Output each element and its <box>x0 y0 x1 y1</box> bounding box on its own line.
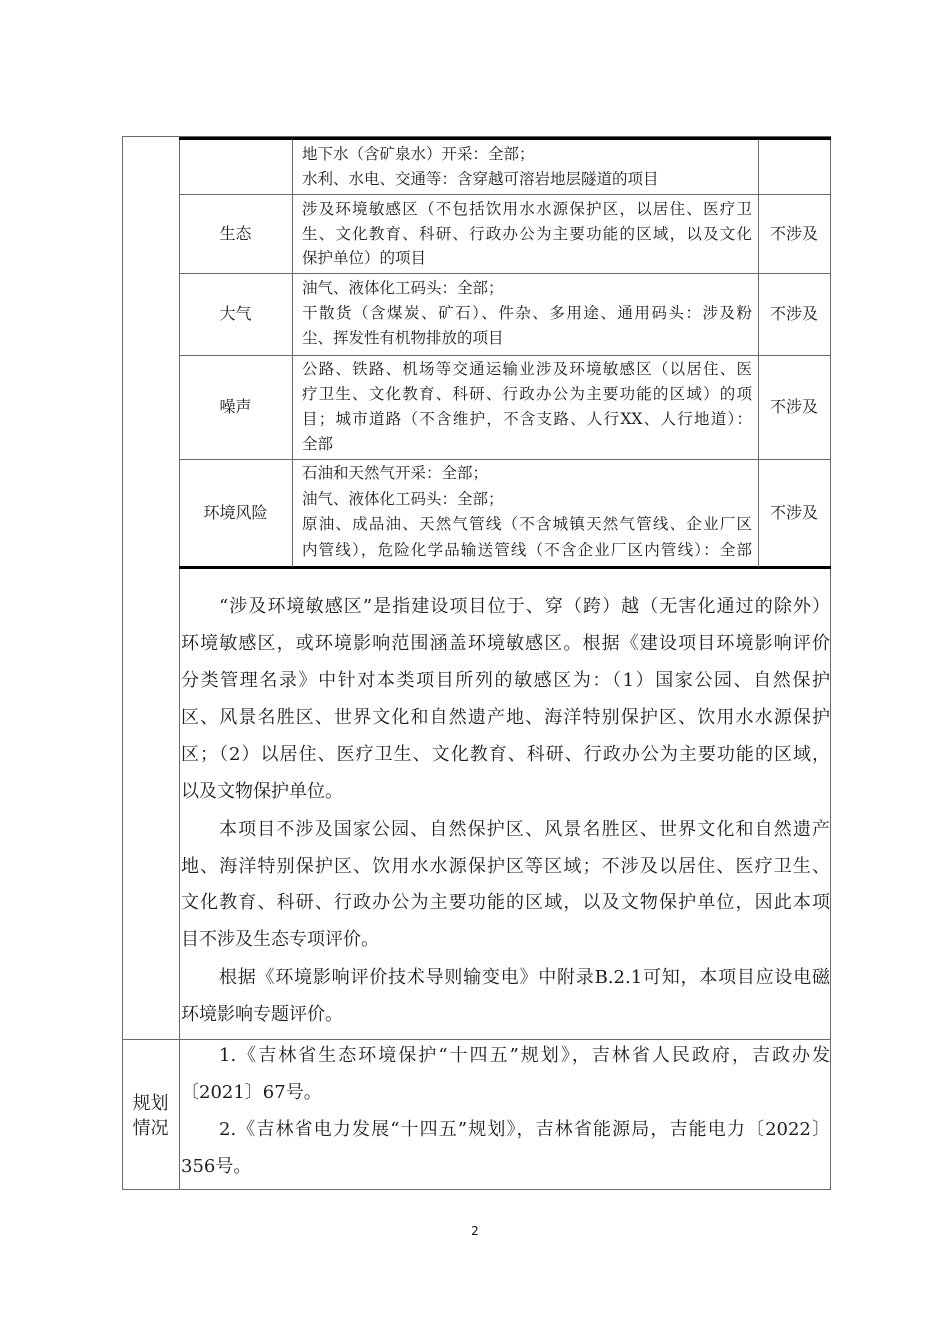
row-result: 不涉及 <box>769 503 818 522</box>
row-content-line: 疗卫生、文化教育、科研、行政办公为主要功能的区域）的项 <box>302 385 752 403</box>
paragraph-line: 区；（2）以居住、医疗卫生、文化教育、科研、行政办公为主要功能的区域， <box>181 744 830 765</box>
row-content-line: 内管线），危险化学品输送管线（不含企业厂区内管线）：全部 <box>302 541 752 559</box>
row-content-line: 水利、水电、交通等：含穿越可溶岩地层隧道的项目 <box>302 170 659 188</box>
planning-line: 2.《吉林省电力发展“十四五”规划》，吉林省能源局，吉能电力〔2022〕 <box>219 1119 830 1140</box>
paragraph-line: 文化教育、科研、行政办公为主要功能的区域，以及文物保护单位，因此本项 <box>181 892 830 913</box>
page-number: 2 <box>471 1224 479 1238</box>
row-content-line: 石油和天然气开采：全部； <box>302 464 489 482</box>
row-content-line: 全部 <box>302 435 334 453</box>
row-content-line: 尘、挥发性有机物排放的项目 <box>302 329 504 347</box>
column-divider <box>292 139 293 567</box>
row-content-line: 油气、液体化工码头：全部； <box>302 490 504 508</box>
paragraph-line: 环境敏感区，或环境影响范围涵盖环境敏感区。根据《建设项目环境影响评价 <box>181 633 830 654</box>
paragraph-line: 地、海洋特别保护区、饮用水水源保护区等区域；不涉及以居住、医疗卫生、 <box>181 856 830 877</box>
row-content-line: 目；城市道路（不含维护，不含支路、人行XX、人行地道）： <box>302 410 752 428</box>
label-column-divider <box>179 136 180 1190</box>
row-divider <box>179 273 830 274</box>
row-content-line: 生、文化教育、科研、行政办公为主要功能的区域，以及文化 <box>302 225 752 243</box>
paragraph-line: 本项目不涉及国家公园、自然保护区、风景名胜区、世界文化和自然遗产 <box>219 819 830 840</box>
row-result: 不涉及 <box>769 397 818 416</box>
row-result: 不涉及 <box>769 304 818 323</box>
paragraph-line: 区、风景名胜区、世界文化和自然遗产地、海洋特别保护区、饮用水水源保护 <box>181 707 830 728</box>
outer-right-border <box>830 136 831 1190</box>
paragraph-line: 分类管理名录》中针对本类项目所列的敏感区为：（1）国家公园、自然保护 <box>181 670 830 691</box>
planning-line: 〔2021〕67号。 <box>181 1082 322 1103</box>
row-content-line: 油气、液体化工码头：全部； <box>302 279 504 297</box>
outer-bottom-border <box>122 1189 831 1190</box>
row-category: 大气 <box>219 304 252 323</box>
paragraph-line: 根据《环境影响评价技术导则输变电》中附录B.2.1可知，本项目应设电磁 <box>219 967 830 988</box>
paragraph-line: 环境影响专题评价。 <box>181 1004 343 1025</box>
row-category: 环境风险 <box>203 503 268 522</box>
row-content-line: 原油、成品油、天然气管线（不含城镇天然气管线、企业厂区 <box>302 515 752 533</box>
row-category: 生态 <box>219 224 252 243</box>
paragraph-line: “涉及环境敏感区”是指建设项目位于、穿（跨）越（无害化通过的除外） <box>219 596 830 617</box>
row-category: 噪声 <box>219 397 252 416</box>
planning-line: 356号。 <box>181 1156 252 1177</box>
row-content-line: 地下水（含矿泉水）开采：全部； <box>302 145 535 163</box>
impact-table-bottom-rule <box>179 566 831 569</box>
row-result: 不涉及 <box>769 224 818 243</box>
row-divider <box>179 355 830 356</box>
paragraph-line: 目不涉及生态专项评价。 <box>181 929 379 950</box>
row-content-line: 干散货（含煤炭、矿石）、件杂、多用途、通用码头：涉及粉 <box>302 304 752 322</box>
planning-line: 1.《吉林省生态环境保护“十四五”规划》，吉林省人民政府，吉政办发 <box>219 1045 830 1066</box>
planning-label: 规划 <box>132 1093 169 1114</box>
impact-table-top-rule <box>179 137 831 140</box>
outer-left-border <box>122 136 123 1190</box>
row-content-line: 保护单位）的项目 <box>302 249 427 267</box>
planning-label: 情况 <box>132 1118 169 1139</box>
row-content-line: 涉及环境敏感区（不包括饮用水水源保护区，以居住、医疗卫 <box>302 200 752 218</box>
paragraph-line: 以及文物保护单位。 <box>181 781 343 802</box>
row-divider <box>179 459 830 460</box>
row-divider <box>179 194 830 195</box>
row-content-line: 公路、铁路、机场等交通运输业涉及环境敏感区（以居住、医 <box>302 360 752 378</box>
